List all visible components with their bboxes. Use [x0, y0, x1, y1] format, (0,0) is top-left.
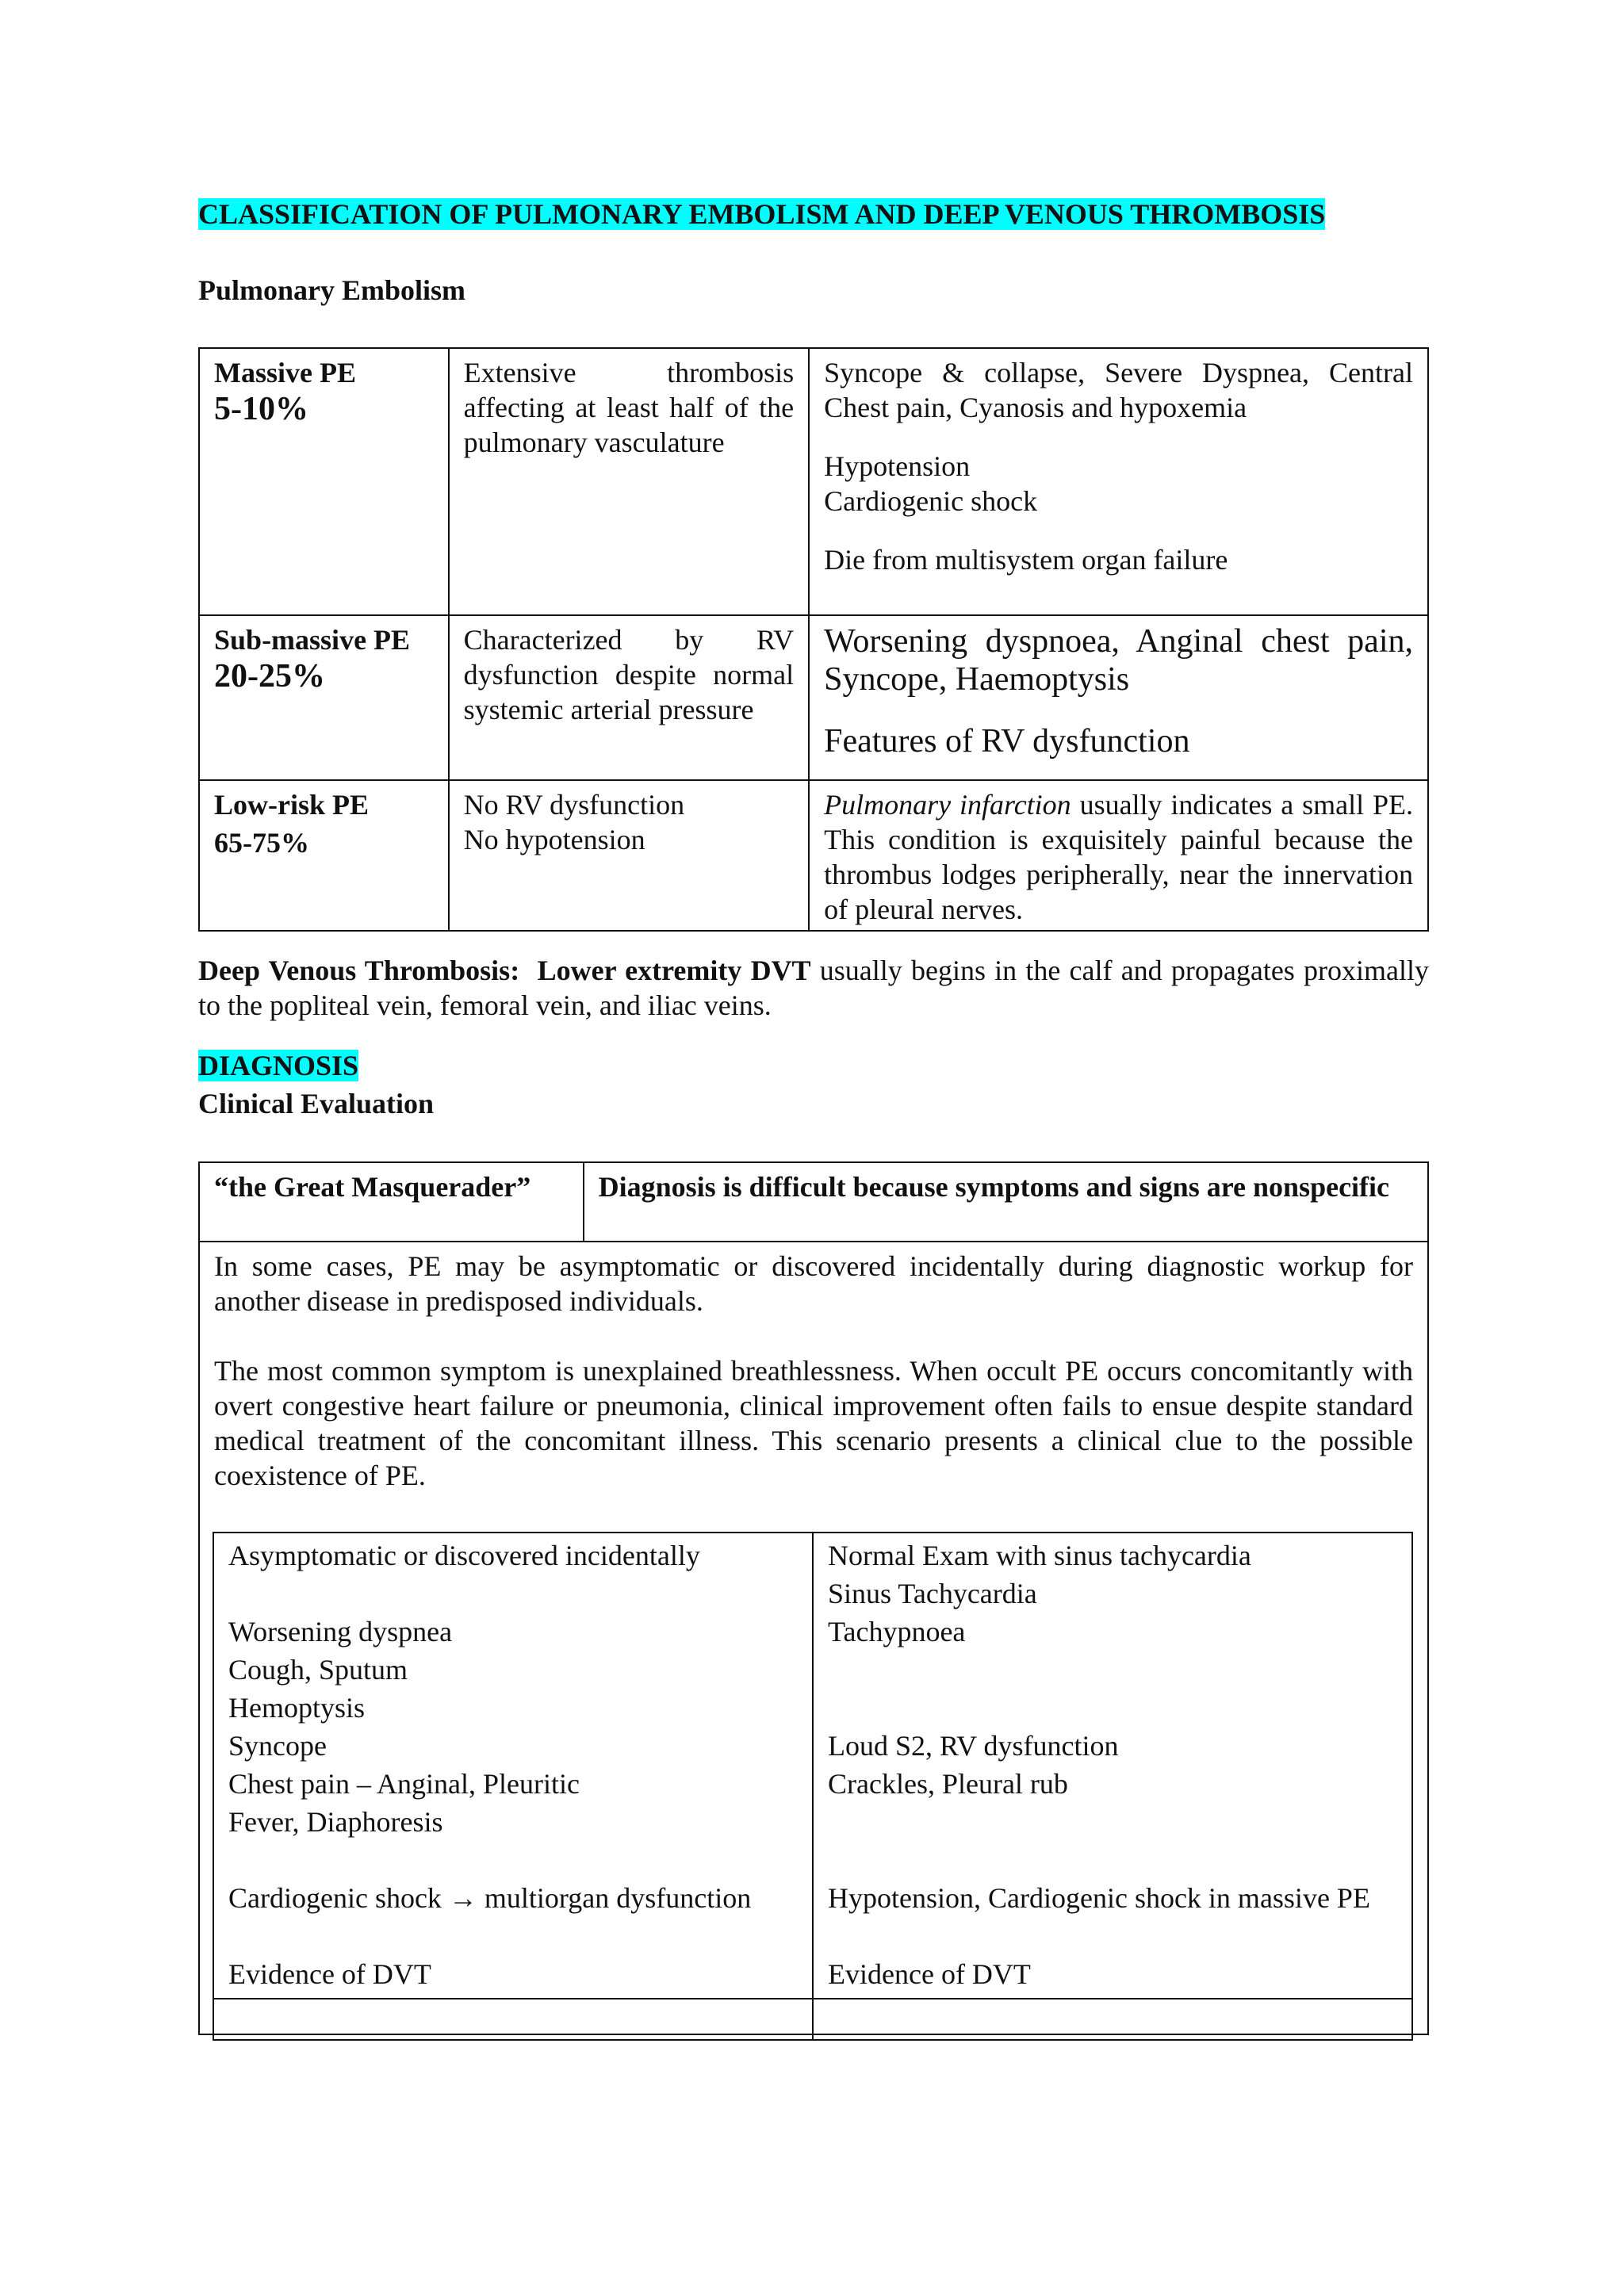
feature-text: Hypotension: [824, 450, 971, 482]
symptom-line: Cardiogenic shock → multiorgan dysfunction: [228, 1882, 752, 1914]
masquerader-text: Diagnosis is difficult because symptoms and signs are nonspecific: [584, 1162, 1428, 1242]
feature-text: Syncope & collapse, Severe Dyspnea, Central Chest pain, Cyanosis and hypoxemia: [824, 357, 1413, 423]
table-row: [199, 780, 1428, 931]
pe-type-name: Low-risk PE: [214, 789, 370, 821]
pe-classification-table: [198, 347, 1429, 932]
symptoms-cell: [213, 1533, 813, 1999]
symptom-line: Chest pain – Anginal, Pleuritic: [228, 1768, 580, 1800]
empty-cell: [213, 1999, 813, 2040]
dvt-label: Deep Venous Thrombosis:: [198, 955, 520, 986]
symptoms-signs-table: [213, 1532, 1413, 2041]
pe-type-percent: 65-75%: [214, 827, 309, 859]
sign-line: Normal Exam with sinus tachycardia: [828, 1540, 1251, 1571]
sign-line: [828, 1690, 1397, 1728]
sign-line: Loud S2, RV dysfunction: [828, 1730, 1119, 1762]
dvt-text: usually begins in the calf and propagates proximally to the popliteal vein, femoral vein, and iliac veins.: [198, 955, 1429, 1021]
feature-text: usually indicates a small PE. This condition is exquisitely painful because the thrombus lodges peripherally, near the innervation of pleural nerves.: [824, 789, 1414, 925]
sign-line: Hypotension, Cardiogenic shock in massive PE: [828, 1882, 1370, 1914]
pe-definition-cell: Extensive thrombosis affecting at least half of the pulmonary vasculature: [449, 348, 810, 615]
pe-type-cell: [199, 615, 449, 780]
pe-type-percent: 5-10%: [214, 391, 308, 427]
symptom-line: Asymptomatic or discovered incidentally: [228, 1540, 700, 1571]
pe-type-name: Sub-massive PE: [214, 624, 411, 656]
symptom-line: Syncope: [228, 1730, 327, 1762]
sign-line: Tachypnoea: [828, 1616, 966, 1647]
definition-line: No RV dysfunction: [463, 789, 685, 821]
symptom-line: Evidence of DVT: [228, 1958, 431, 1990]
symptom-line: Fever, Diaphoresis: [228, 1806, 443, 1838]
sign-line: [828, 1804, 1397, 1843]
pe-features-cell: [809, 780, 1428, 931]
symptom-line: Hemoptysis: [228, 1692, 366, 1724]
sign-line: Crackles, Pleural rub: [828, 1768, 1068, 1800]
symptom-line: [228, 1919, 798, 1957]
pe-type-cell: [199, 348, 449, 615]
pe-features-cell: [809, 615, 1428, 780]
table-row: [199, 1162, 1428, 1242]
dvt-sublabel: Lower extremity DVT: [537, 955, 811, 986]
sign-line: Evidence of DVT: [828, 1958, 1031, 1990]
feature-text: Worsening dyspnoea, Anginal chest pain, Syncope, Haemoptysis: [824, 623, 1413, 698]
clinical-paragraph: In some cases, PE may be asymptomatic or discovered incidentally during diagnostic workup for another disease in predisposed individuals.: [214, 1250, 1413, 1317]
pe-features-cell: [809, 348, 1428, 615]
pe-type-cell: [199, 780, 449, 931]
document-title: CLASSIFICATION OF PULMONARY EMBOLISM AND DEEP VENOUS THROMBOSIS: [198, 198, 1326, 230]
pe-definition-cell: Characterized by RV dysfunction despite normal systemic arterial pressure: [449, 615, 810, 780]
pe-definition-cell: [449, 780, 810, 931]
table-row: [199, 615, 1428, 780]
sign-line: Sinus Tachycardia: [828, 1578, 1037, 1609]
empty-cell: [813, 1999, 1412, 2040]
sign-line: [828, 1919, 1397, 1957]
feature-text: Die from multisystem organ failure: [824, 544, 1228, 576]
feature-italic-term: Pulmonary infarction: [824, 789, 1071, 821]
clinical-paragraph: The most common symptom is unexplained breathlessness. When occult PE occurs concomitantly with overt congestive heart failure or pneumonia, clinical improvement often fails to ensue despite standard medical treatment of the concomitant illness. This scenario presents a clinical clue to the possible coexistence of PE.: [214, 1355, 1413, 1491]
pe-type-percent: 20-25%: [214, 658, 325, 695]
masquerader-label: “the Great Masquerader”: [199, 1162, 584, 1242]
clinical-evaluation-heading: Clinical Evaluation: [198, 1088, 435, 1119]
sign-line: [828, 1843, 1397, 1881]
table-row: [213, 1533, 1412, 1999]
dvt-paragraph: [198, 953, 1429, 1023]
section-heading-pe: Pulmonary Embolism: [198, 274, 466, 306]
symptom-line: [228, 1843, 798, 1881]
feature-text: Features of RV dysfunction: [824, 723, 1190, 760]
symptom-line: Worsening dyspnea: [228, 1616, 453, 1647]
symptom-line: [228, 1576, 798, 1614]
table-row: [213, 1999, 1412, 2040]
signs-cell: [813, 1533, 1412, 1999]
pe-type-name: Massive PE: [214, 357, 356, 388]
symptom-line: Cough, Sputum: [228, 1654, 408, 1686]
sign-line: [828, 1652, 1397, 1690]
feature-text: Cardiogenic shock: [824, 485, 1038, 517]
definition-line: No hypotension: [463, 824, 645, 855]
diagnosis-heading: DIAGNOSIS: [198, 1050, 359, 1081]
table-row: [199, 348, 1428, 615]
